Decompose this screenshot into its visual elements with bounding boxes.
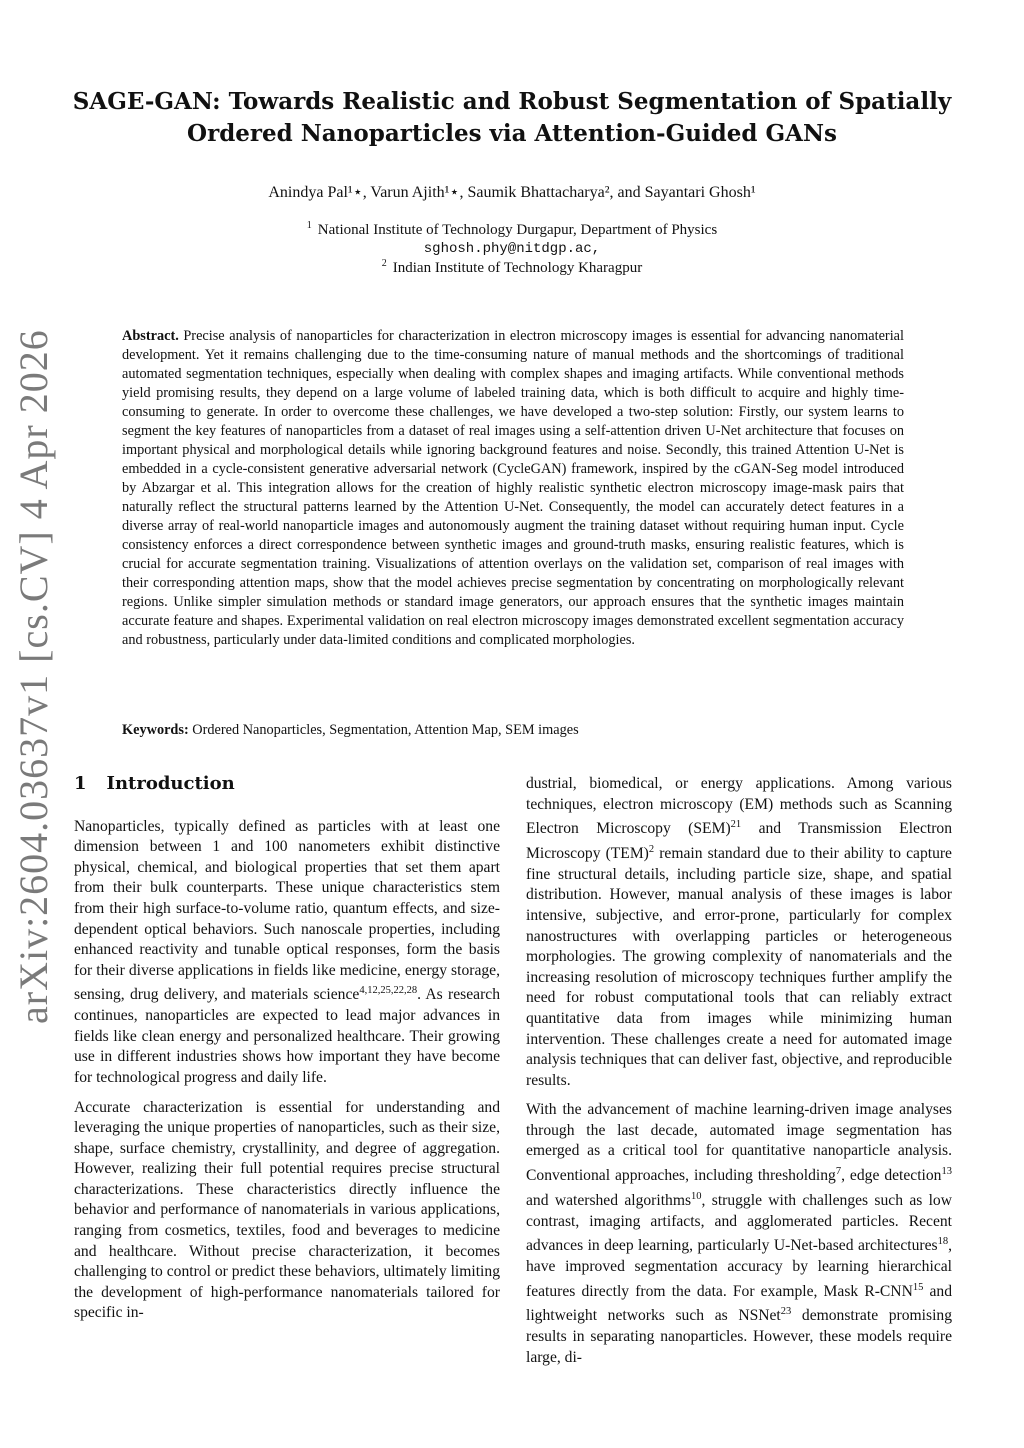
citation-ref[interactable]: 7: [835, 1166, 842, 1178]
citation-ref[interactable]: 23: [780, 1306, 792, 1318]
citation-ref[interactable]: 2: [648, 843, 655, 855]
abstract-label: Abstract.: [122, 328, 179, 344]
affiliation-1: [70, 220, 954, 239]
citation-ref[interactable]: 4,12,25,22,28: [359, 985, 418, 997]
affiliation-2: [70, 258, 954, 277]
keywords-label: Keywords:: [122, 722, 189, 738]
affiliation-1-mark: 1: [306, 220, 312, 231]
section-heading: [74, 774, 500, 795]
paragraph-3: dustrial, biomedical, or energy applications. Among various techniques, electron microscopy (EM) methods such as Scanning Electron Microscopy (SEM)$^{21}$ and Transmission Electron Microscopy (TEM)$^2$ remain standard due to their ability to capture fine structural details, including particle size, shape, and spatial distribution. However, manual analysis of these images is labor intensive, subjective, and error-prone, particularly for complex nanostructures with overlapping particles or heterogeneous morphologies. The growing complexity of nanomaterials and the increasing resolution of microscopy techniques further amplify the need for robust computational tools that can reliably extract quantitative data from images while minimizing human intervention. These challenges create a need for automated image analysis techniques that can deliver fast, objective, and reproducible results.: [526, 775, 952, 1089]
paragraph-1: Nanoparticles, typically defined as particles with at least one dimension between 1 and 100 nanometers exhibit distinctive physical, chemical, and biological properties that set them apart from their bulk counterparts. These unique characteristics stem from their high surface-to-volume ratio, quantum effects, and size-dependent optical behaviors. Such nanoscale properties, including enhanced reactivity and tunable optical responses, form the basis for their diverse applications in fields like medicine, energy storage, sensing, drug delivery, and materials science$^{4,12,25,22,28}$. As research continues, nanoparticles are expected to lead major advances in fields like clean energy and personalized healthcare. Their growing use in different industries shows how important they have become for technological progress and daily life.: [74, 817, 500, 1086]
right-column: [526, 774, 952, 1377]
citation-ref[interactable]: 13: [941, 1166, 952, 1178]
citation-ref[interactable]: 15: [912, 1281, 924, 1293]
section-number: 1: [74, 773, 87, 794]
contact-email[interactable]: sghosh.phy@nitdgp.ac,: [423, 241, 601, 257]
affiliation-1-text: National Institute of Technology Durgapur, Department of Physics: [317, 222, 718, 238]
citation-ref[interactable]: 21: [730, 819, 742, 831]
keywords: [122, 722, 904, 739]
keywords-text: Ordered Nanoparticles, Segmentation, Attention Map, SEM images: [192, 722, 579, 738]
left-column: [74, 770, 500, 1333]
paper-title: SAGE-GAN: Towards Realistic and Robust Segmentation of Spatially Ordered Nanoparticles via Attention-Guided GANs: [72, 88, 952, 147]
arxiv-identifier: arXiv:2604.03637v1 [cs.CV] 4 Apr 2026: [11, 329, 56, 1024]
abstract: [122, 327, 904, 650]
citation-ref[interactable]: 10: [691, 1190, 702, 1202]
affiliation-2-text: Indian Institute of Technology Kharagpur: [392, 260, 643, 276]
section-title: Introduction: [106, 773, 235, 794]
abstract-text: Precise analysis of nanoparticles for characterization in electron microscopy images is essential for advancing nanomaterial development. Yet it remains challenging due to the time-consuming nature of manual methods and the shortcomings of traditional automated segmentation techniques, especially when dealing with complex shapes and imaging artifacts. While conventional methods yield promising results, they depend on a large volume of labeled training data, which is both difficult to acquire and highly time-consuming to generate. In order to overcome these challenges, we have developed a two-step solution: Firstly, our system learns to segment the key features of nanoparticles from a dataset of real images using a self-attention driven U-Net architecture that focuses on important physical and morphological details while ignoring background features and noise. Secondly, this trained Attention U-Net is embedded in a cycle-consistent generative adversarial network (CycleGAN) framework, inspired by the cGAN-Seg model introduced by Abzargar et al. This integration allows for the creation of highly realistic synthetic electron microscopy image-mask pairs that naturally reflect the structural patterns learned by the Attention U-Net. Consequently, the model can accurately detect features in a diverse array of real-world nanoparticle images and autonomously augment the training dataset without requiring human input. Cycle consistency enforces a direct correspondence between synthetic images and ground-truth masks, ensuring realistic features, which is crucial for accurate segmentation training. Visualizations of attention overlays on the validation set, comparison of real images with their corresponding attention maps, show that the model achieves precise segmentation by concentrating on morphologically relevant regions. Unlike simpler simulation methods or standard image generators, our approach ensures that the synthetic images maintain accurate feature and shapes. Experimental validation on real electron microscopy images demonstrated excellent segmentation accuracy and robustness, particularly under data-limited conditions and complicated morphologies.: [122, 328, 904, 648]
paragraph-4: With the advancement of machine learning-driven image analyses through the last decade, automated image segmentation has emerged as a critical tool for quantitative nanoparticle analysis. Conventional approaches, including thresholding$^7$, edge detection$^{13}$ and watershed algorithms$^{10}$, struggle with challenges such as low contrast, imaging artifacts, and agglomerated particles. Recent advances in deep learning, particularly U-Net-based architectures$^{18}$, have improved segmentation accuracy by learning hierarchical features directly from the data. For example, Mask R-CNN$^{15}$ and lightweight networks such as NSNet$^{23}$ demonstrate promising results in separating nanoparticles. However, these models require large, di-: [526, 1101, 952, 1366]
paragraph-2: Accurate characterization is essential for understanding and leveraging the unique properties of nanoparticles, such as their size, shape, surface chemistry, crystallinity, and degree of aggregation. However, realizing their full potential requires precise structural characterizations. These characteristics directly influence the behavior and performance of nanomaterials in various applications, ranging from cosmetics, textiles, food and beverages to medicine and healthcare. Without precise characterization, it becomes challenging to control or predict these behaviors, ultimately limiting the development of high-performance nanomaterials tailored for specific in-: [74, 1098, 500, 1322]
citation-ref[interactable]: 18: [937, 1236, 949, 1248]
contact-email-line: [70, 240, 954, 257]
affiliation-2-mark: 2: [381, 258, 387, 269]
author-list: Anindya Pal¹⋆, Varun Ajith¹⋆, Saumik Bhattacharya², and Sayantari Ghosh¹: [268, 184, 756, 201]
